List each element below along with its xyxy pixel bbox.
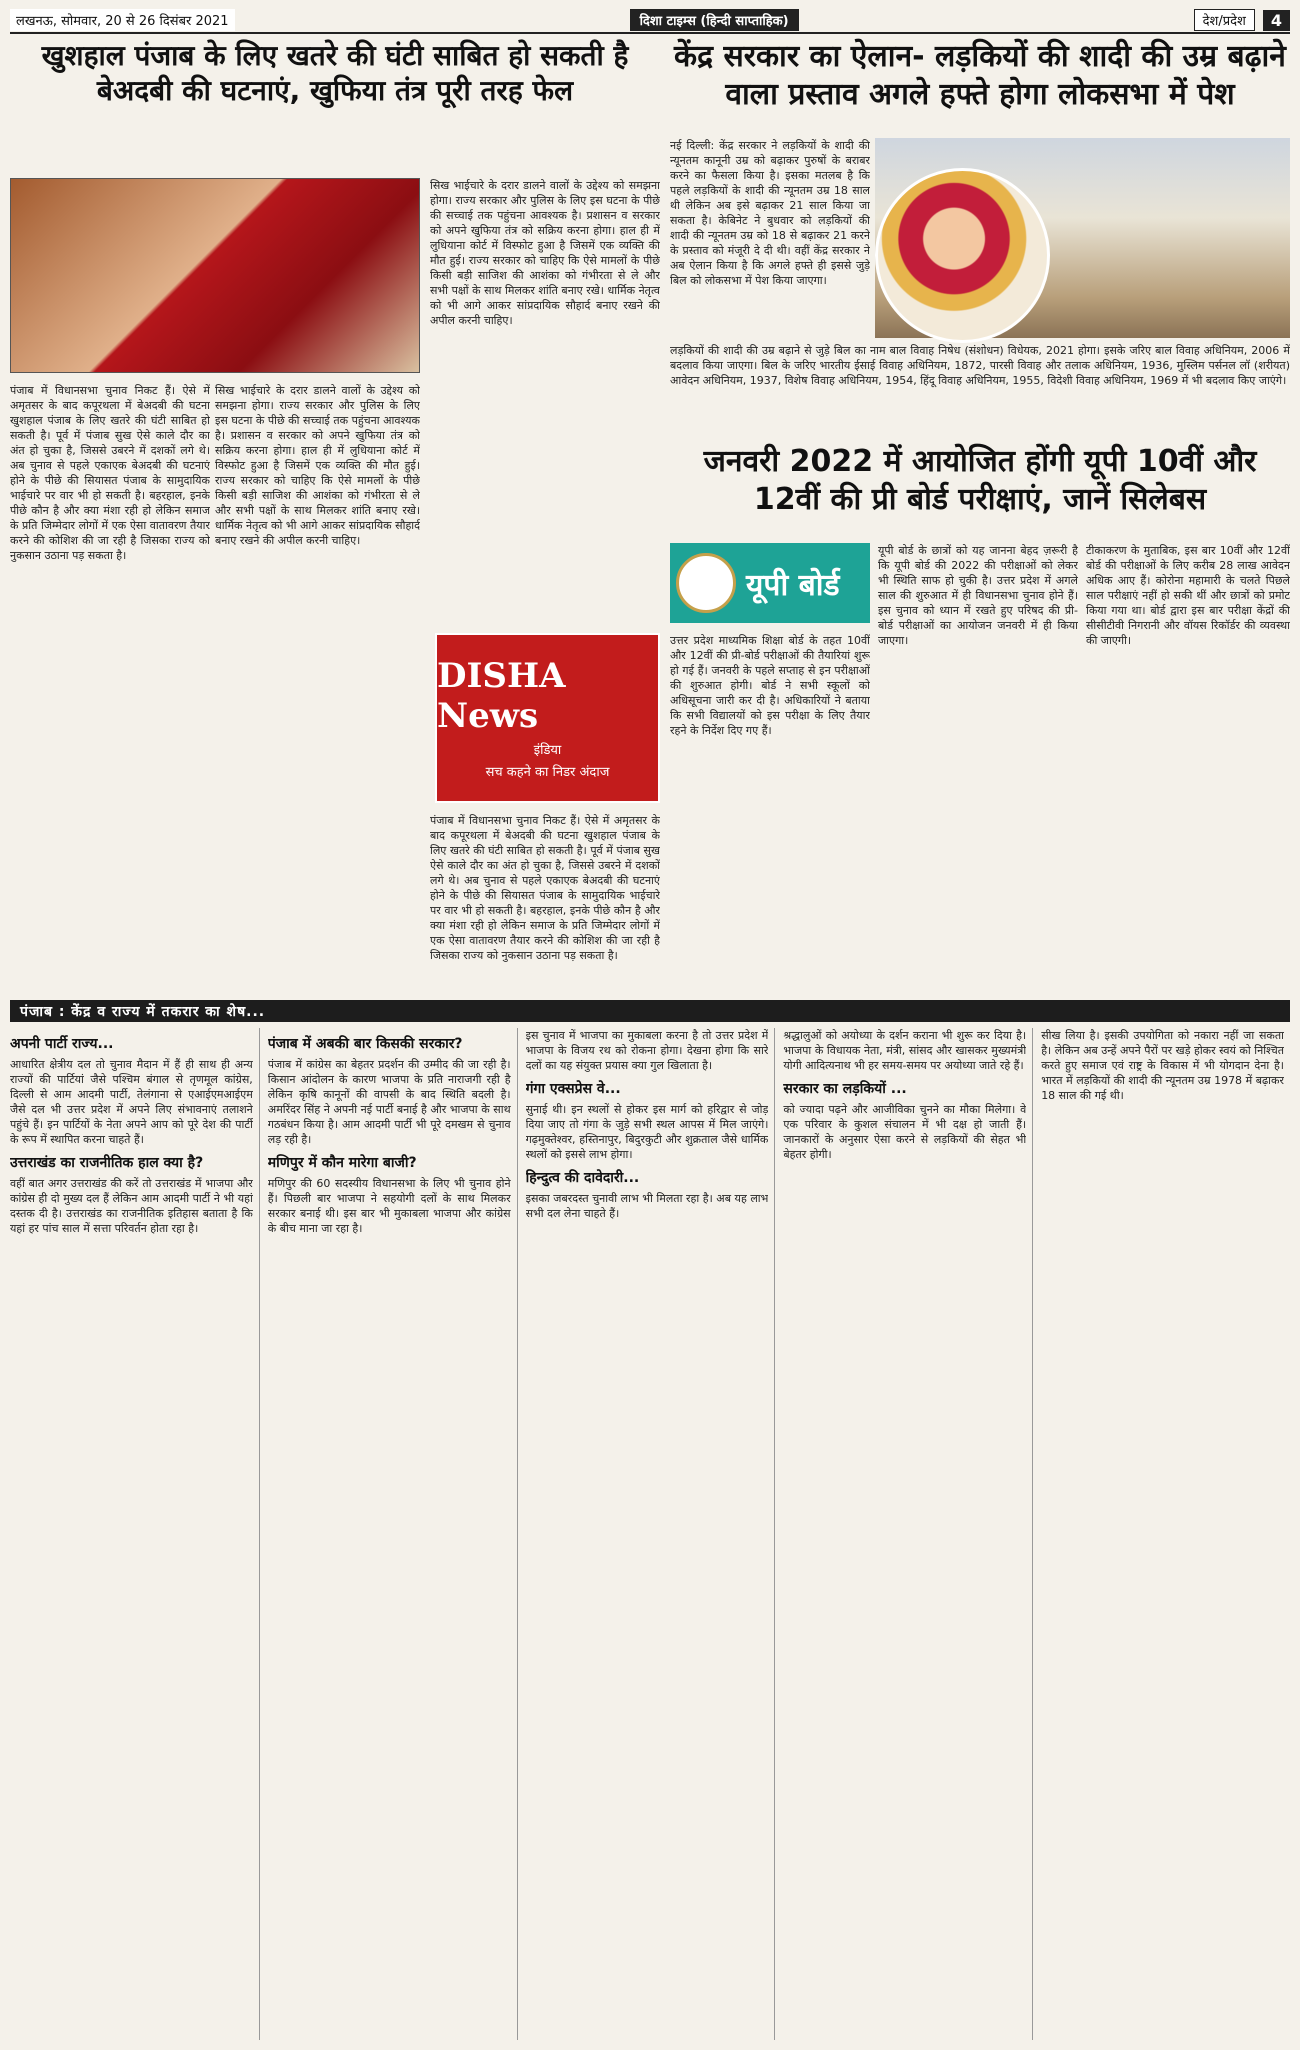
marriage-body: नई दिल्ली: केंद्र सरकार ने लड़कियों के शादी की न्यूनतम कानूनी उम्र को बढ़ाकर पुरुषों के बराबर करने का फैसला किया है। इसका मतलब है कि पहले लड़कियों के शादी की न्यूनतम उम्र 18 साल थी लेकिन अब इसे बढ़ाकर 21 साल किया जा सकता है। केबिनेट ने बुधवार को लड़कियों की शादी की न्यूनतम उम्र को 18 से बढ़ाकर 21 करने के प्रस्ताव को मंजूरी दे दी थी। वहीं केंद्र सरकार ने अब ऐलान किया है कि अगले हफ्ते ही इससे जुड़े बिल को लोकसभा में पेश किया जाएगा। [670,139,870,287]
paper-name: दिशा टाइम्स (हिन्दी साप्ताहिक) [630,9,799,31]
top-half [10,38,1290,988]
bottom-col-4 [783,1028,1033,2040]
story-marriage [670,38,1290,988]
bottom-col-2 [268,1028,518,2040]
col-text: को ज्यादा पढ़ने और आजीविका चुनने का मौका मिलेगा। वे एक परिवार के कुशल संचालन में भी दक्ष हो जाती हैं। जानकारों के अनुसार ऐसा करने से लड़कियों की सेहत भी बेहतर होगी। [783,1103,1027,1161]
section-label: देश/प्रदेश [1194,9,1255,31]
upboard-col2: यूपी बोर्ड के छात्रों को यह जानना बेहद ज़रूरी है कि यूपी बोर्ड की 2022 की परीक्षाओं को लेकर भी स्थिति साफ हो चुकी है। उत्तर प्रदेश में अगले साल की शुरुआत में ही विधानसभा चुनाव होने हैं। इस चुनाव को ध्यान में रखते हुए परिषद की प्री-बोर्ड परीक्षाओं का आयोजन जनवरी में ही किया जाएगा। [878,544,1078,647]
disha-news-logo [435,633,660,803]
brand-name: DISHA News [437,656,566,736]
subhead: अपनी पार्टी राज्य... [10,1036,114,1052]
subhead: पंजाब में अबकी बार किसकी सरकार? [267,1036,463,1052]
punjab-col2a: सिख भाईचारे के दरार डालने वालों के उद्देश्य को समझना होगा। राज्य सरकार और पुलिस के लिए इस घटना के पीछे की सच्चाई तक पहुंचना आवश्यक है। प्रशासन व सरकार को अपने खुफिया तंत्र को सक्रिय करना होगा। हाल ही में लुधियाना कोर्ट में विस्फोट हुआ है जिसमें एक व्यक्ति की मौत हुई। राज्य सरकार को चाहिए कि ऐसे मामलों के पीछे किसी बड़ी साजिश की आशंका को गंभीरता से ले और सभी पक्षों के साथ मिलकर शांति बनाए रखे। धार्मिक नेतृत्व को भी आगे आकर सांप्रदायिक सौहार्द बनाए रखने की अपील करनी चाहिए। [215,384,420,547]
up-board-badge [670,543,870,623]
headline-marriage: केंद्र सरकार का ऐलान- लड़कियों की शादी की उम्र बढ़ाने वाला प्रस्ताव अगले हफ्ते होगा लोकसभा में पेश [674,39,1286,112]
continuation-band: पंजाब : केंद्र व राज्य में तकरार का शेष... [10,1000,1290,1022]
headline-punjab: खुशहाल पंजाब के लिए खतरे की घंटी साबित हो सकती है बेअदबी की घटनाएं, खुफिया तंत्र पूरी तरह फेल [41,39,629,107]
board-seal-icon [676,553,736,613]
story-punjab [10,38,660,988]
brand-sub: इंडिया [533,743,562,758]
punjab-col2: सिख भाईचारे के दरार डालने वालों के उद्देश्य को समझना होगा। राज्य सरकार और पुलिस के लिए इस घटना के पीछे की सच्चाई तक पहुंचना आवश्यक है। प्रशासन व सरकार को अपने खुफिया तंत्र को सक्रिय करना होगा। हाल ही में लुधियाना कोर्ट में विस्फोट हुआ है जिसमें एक व्यक्ति की मौत हुई। राज्य सरकार को चाहिए कि ऐसे मामलों के पीछे किसी बड़ी साजिश की आशंका को गंभीरता से ले और सभी पक्षों के साथ मिलकर शांति बनाए रखे। धार्मिक नेतृत्व को भी आगे आकर सांप्रदायिक सौहार्द बनाए रखने की अपील करनी चाहिए। [430,179,660,327]
bottom-col-1 [10,1028,260,2040]
masthead [10,8,1290,34]
badge-text: यूपी बोर्ड [746,567,840,603]
subhead: उत्तराखंड का राजनीतिक हाल क्या है? [10,1155,204,1171]
upboard-col1: उत्तर प्रदेश माध्यमिक शिक्षा बोर्ड के तहत 10वीं और 12वीं की प्री-बोर्ड परीक्षाओं की तैयारियां शुरू हो गई हैं। जनवरी के पहले सप्ताह से इन परीक्षाओं की शुरुआत होगी। बोर्ड ने सभी स्कूलों को अधिसूचना जारी कर दी है। अधिकारियों ने बताया कि सभी विद्यालयों को इस परीक्षा के लिए तैयार रहने के निर्देश दिए गए हैं। [670,634,870,737]
brand-tag: सच कहने का निडर अंदाज [485,765,610,780]
headline-upboard: जनवरी 2022 में आयोजित होंगी यूपी 10वीं और 12वीं की प्री बोर्ड परीक्षाएं, जानें सिलेबस [703,444,1257,517]
col-text: इस चुनाव में भाजपा का मुकाबला करना है तो उत्तर प्रदेश में भाजपा के विजय रथ को रोकना होगा। देखना होगा कि सारे दलों का यह संयुक्त प्रयास क्या गुल खिलाता है। [525,1029,769,1072]
punjab-col3: पंजाब में विधानसभा चुनाव निकट हैं। ऐसे में अमृतसर के बाद कपूरथला में बेअदबी की घटना खुशहाल पंजाब के लिए खतरे की घंटी साबित हो सकती है। पूर्व में पंजाब सुख ऐसे काले दौर का अंत हो चुका है, जिससे उबरने में दशकों लगे थे। अब चुनाव से पहले एकाएक बेअदबी की घटनाएं होने के पीछे की सियासत पंजाब के सामुदायिक भाईचारे पर वार भी हो सकती है। बहरहाल, इनके पीछे कौन है और क्या मंशा रही हो लेकिन समाज के प्रति जिम्मेदार लोगों में एक ऐसा वातावरण तैयार करने की कोशिश की जा रही है जिसका राज्य को नुकसान उठाना पड़ सकता है। [430,814,660,962]
photo-bride [875,168,1050,343]
subhead: हिन्दुत्व की दावेदारी... [525,1170,640,1186]
bottom-col-5 [1041,1028,1290,2040]
date-line: लखनऊ, सोमवार, 20 से 26 दिसंबर 2021 [10,9,235,31]
col-text: सीख लिया है। इसकी उपयोगिता को नकारा नहीं जा सकता है। लेकिन अब उन्हें अपने पैरों पर खड़े होकर स्वयं को निश्चित करते हुए समाज एवं राष्ट्र के विकास में भी योगदान देना है। भारत में लड़कियों की शादी की न्यूनतम उम्र 1978 में बढ़ाकर 18 साल की गई थी। [1041,1029,1284,1102]
photo-punjab-cm [10,178,420,373]
col-text: सुनाई थी। इन स्थलों से होकर इस मार्ग को हरिद्वार से जोड़ दिया जाए तो गंगा के जुड़े सभी स्थल आपस में मिल जाएंगे। गढ़मुक्तेश्वर, हस्तिनापुर, बिदुरकुटी और शुक्रताल जैसे धार्मिक स्थलों को इससे लाभ होगा। [525,1103,769,1161]
page-number: 4 [1263,10,1290,31]
subhead: सरकार का लड़कियों ... [783,1081,907,1097]
col-text: आधारित क्षेत्रीय दल तो चुनाव मैदान में हैं ही साथ ही अन्य राज्यों की पार्टियां जैसे पश्चिम बंगाल से तृणमूल कांग्रेस, दिल्ली से आम आदमी पार्टी, तेलंगाना से एआईएमआईएम जैसे दल भी उत्तर प्रदेश में अपने लिए संभावनाएं तलाशने पहुंचे हैं। इन पार्टियों के नेता अपने आप को पूरे देश की पार्टी के रूप में स्थापित करना चाहते हैं। [10,1058,253,1146]
col-text: वहीं बात अगर उत्तराखंड की करें तो उत्तराखंड में भाजपा और कांग्रेस ही दो मुख्य दल हैं लेकिन आम आदमी पार्टी ने भी यहां दस्तक दी है। उत्तराखंड का राजनीतिक इतिहास बताता है कि यहां हर पांच साल में सत्ता परिवर्तन होता रहा है। [10,1177,253,1235]
col-text: श्रद्धालुओं को अयोध्या के दर्शन कराना भी शुरू कर दिया है। भाजपा के विधायक नेता, मंत्री, सांसद और खासकर मुख्यमंत्री योगी आदित्यनाथ भी हर समय-समय पर अयोध्या जाते रहे हैं। [783,1029,1027,1072]
col-text: मणिपुर की 60 सदस्यीय विधानसभा के लिए भी चुनाव होने हैं। पिछली बार भाजपा ने सहयोगी दलों के साथ मिलकर सरकार बनाई थी। इस बार भी मुकाबला भाजपा और कांग्रेस के बीच माना जा रहा है। [267,1177,511,1235]
col-text: इसका जबरदस्त चुनावी लाभ भी मिलता रहा है। अब यह लाभ सभी दल लेना चाहते हैं। [525,1192,769,1220]
col-text: पंजाब में कांग्रेस का बेहतर प्रदर्शन की उम्मीद की जा रही है। किसान आंदोलन के कारण भाजपा के प्रति नाराजगी रही है लेकिन कृषि कानूनों की वापसी के बाद स्थिति बदली है। अमरिंदर सिंह ने अपनी नई पार्टी बनाई है और भाजपा के साथ गठबंधन किया है। आम आदमी पार्टी भी पूरे दमखम से चुनाव लड़ रही है। [267,1058,511,1146]
subhead: गंगा एक्सप्रेस वे... [525,1081,621,1097]
subhead: मणिपुर में कौन मारेगा बाजी? [267,1155,417,1171]
punjab-col1: पंजाब में विधानसभा चुनाव निकट हैं। ऐसे में अमृतसर के बाद कपूरथला में बेअदबी की घटना खुशहाल पंजाब के लिए खतरे की घंटी साबित हो सकती है। पूर्व में पंजाब सुख ऐसे काले दौर का अंत हो चुका है, जिससे उबरने में दशकों लगे थे। अब चुनाव से पहले एकाएक बेअदबी की घटनाएं होने के पीछे की सियासत पंजाब के सामुदायिक भाईचारे पर वार भी हो सकती है। बहरहाल, इनके पीछे कौन है और क्या मंशा रही हो लेकिन समाज के प्रति जिम्मेदार लोगों में एक ऐसा वातावरण तैयार करने की कोशिश की जा रही है जिसका राज्य को नुकसान उठाना पड़ सकता है। [10,384,210,562]
bottom-col-3 [526,1028,776,2040]
upboard-col3: टीकाकरण के मुताबिक, इस बार 10वीं और 12वीं बोर्ड की परीक्षाओं के लिए करीब 28 लाख आवेदन अधिक आए हैं। कोरोना महामारी के चलते पिछले साल परीक्षाएं नहीं हो सकी थीं और छात्रों को प्रमोट किया गया था। बोर्ड द्वारा इस बार परीक्षा केंद्रों की सीसीटीवी निगरानी और वॉयस रिकॉर्डर की व्यवस्था की जाएगी। [1086,544,1290,647]
bottom-half [10,1028,1290,2040]
marriage-caption: लड़कियों की शादी की उम्र बढ़ाने से जुड़े बिल का नाम बाल विवाह निषेध (संशोधन) विधेयक, 2021 होगा। इसके जरिए बाल विवाह अधिनियम, 2006 में बदलाव किया जाएगा। बिल के जरिए भारतीय ईसाई विवाह अधिनियम, 1872, पारसी विवाह और तलाक अधिनियम, 1936, मुस्लिम पर्सनल लॉ (शरीयत) आवेदन अधिनियम, 1937, विशेष विवाह अधिनियम, 1954, हिंदू विवाह अधिनियम, 1955, विदेशी विवाह अधिनियम, 1969 में भी बदलाव किए जाएंगे। [670,344,1290,387]
